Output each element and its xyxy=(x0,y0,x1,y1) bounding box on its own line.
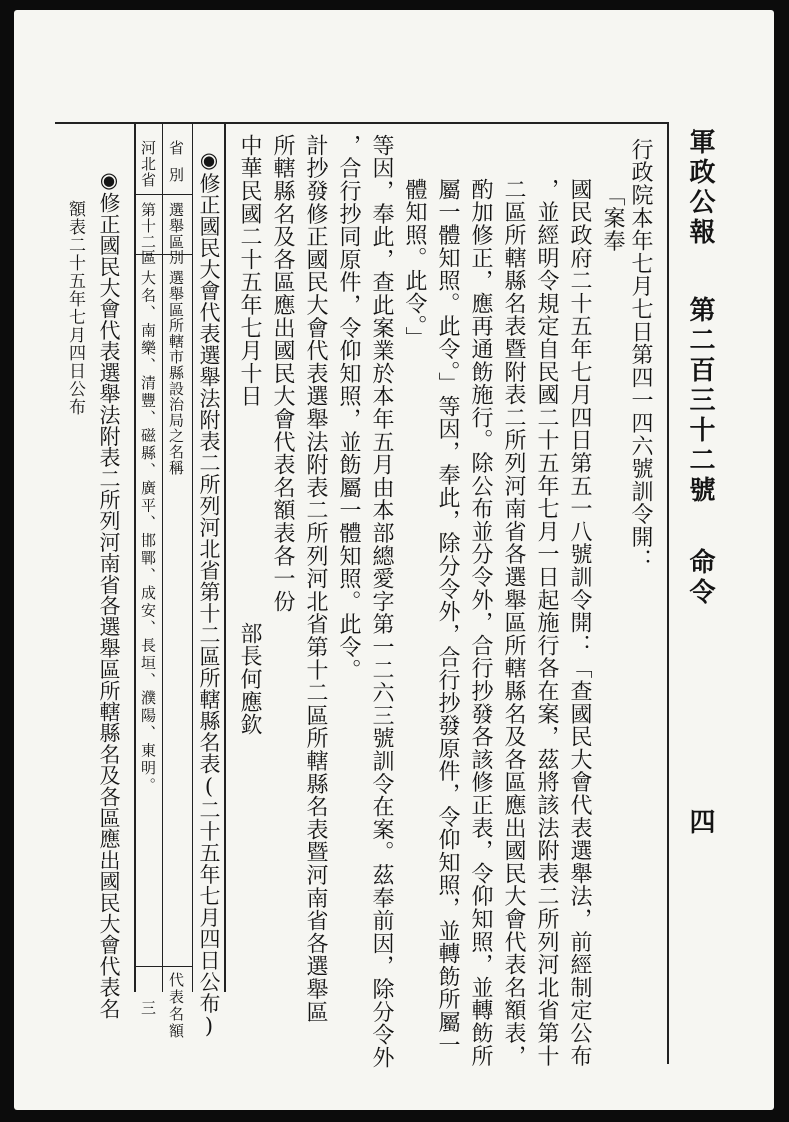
table2-title: ◉修正國民大會代表選舉法附表二所列河南省各選舉區所轄縣名及各區應出國民大會代表名 xyxy=(97,168,121,1019)
page-number: 四 xyxy=(685,808,715,838)
table-rule xyxy=(224,122,226,992)
table-rule xyxy=(134,122,136,992)
order-line: 酌加修正，應再通飭施行。除公布並分令外，合行抄發各該修正表，令仰知照，並轉飭所 xyxy=(468,178,493,1068)
order-line: 屬一體知照。此令。」等因，奉此，除分令外，合行抄發原件，令仰知照，並轉飭所屬一 xyxy=(435,178,460,1057)
order-line: 體知照。此令。」 xyxy=(402,178,427,350)
table1-cell-district: 第十二區 xyxy=(139,202,157,266)
table1-cell-quota: 三 xyxy=(139,1000,157,1016)
order-heading: 行政院本年七月七日第四一四六號訓令開： xyxy=(628,138,653,572)
signature: 部長何應欽 xyxy=(237,622,262,736)
order-line: 「案奉 xyxy=(600,184,625,253)
order-line: 國民政府二十五年七月四日第五一八號訓令開：「查國民大會代表選舉法，前經制定公布 xyxy=(567,178,592,1068)
issue-number: 第二百三十二號 xyxy=(685,296,715,506)
table1-title: ◉修正國民大會代表選舉法附表二所列河北省第十二區所轄縣名表(二十五年七月四日公布) xyxy=(197,148,221,1039)
table2-title-cont: 額表二十五年七月四日公布 xyxy=(65,200,85,416)
order-line: 二區所轄縣名表暨附表二所列河南省各選舉區所轄縣名及各區應出國民大會代表名額表， xyxy=(501,178,526,1068)
table-rule xyxy=(192,122,193,992)
table1-cell-province: 河北省 xyxy=(139,140,157,188)
table-rule xyxy=(134,966,192,967)
order-line: ，並經明令規定自民國二十五年七月一日起施行各在案，茲將該法附表二所列河北省第十 xyxy=(534,178,559,1068)
table1-header-district: 選舉區別 xyxy=(167,202,185,266)
table-rule xyxy=(134,194,192,195)
table1-header-province: 省別 xyxy=(167,140,185,194)
table-rule xyxy=(162,122,163,992)
order-date: 中華民國二十五年七月十日 xyxy=(237,134,262,408)
table1-header-quota: 代表名額 xyxy=(167,972,185,1040)
section-title: 命令 xyxy=(685,548,715,608)
table1-cell-counties: 大名、南樂、清豐、磁縣、廣平、邯鄲、成安、長垣、濮陽、東明。 xyxy=(139,270,157,795)
order-line: 所轄縣名及各區應出國民大會代表名額表各一份 xyxy=(270,134,295,613)
order-line: ，合行抄同原件，令仰知照，並飭屬一體知照。此令。 xyxy=(336,134,361,682)
publication-title: 軍政公報 xyxy=(685,128,715,248)
table1-header-jurisdiction: 選舉區所轄市縣設治局之名稱 xyxy=(167,270,185,476)
order-line: 計抄發修正國民大會代表選舉法附表二所列河北省第十二區所轄縣名表暨河南省各選舉區 xyxy=(303,134,328,1024)
order-line: 等因，奉此，查此案業於本年五月由本部總愛字第一二六三號訓令在案。茲奉前因，除分令外 xyxy=(369,134,394,1069)
